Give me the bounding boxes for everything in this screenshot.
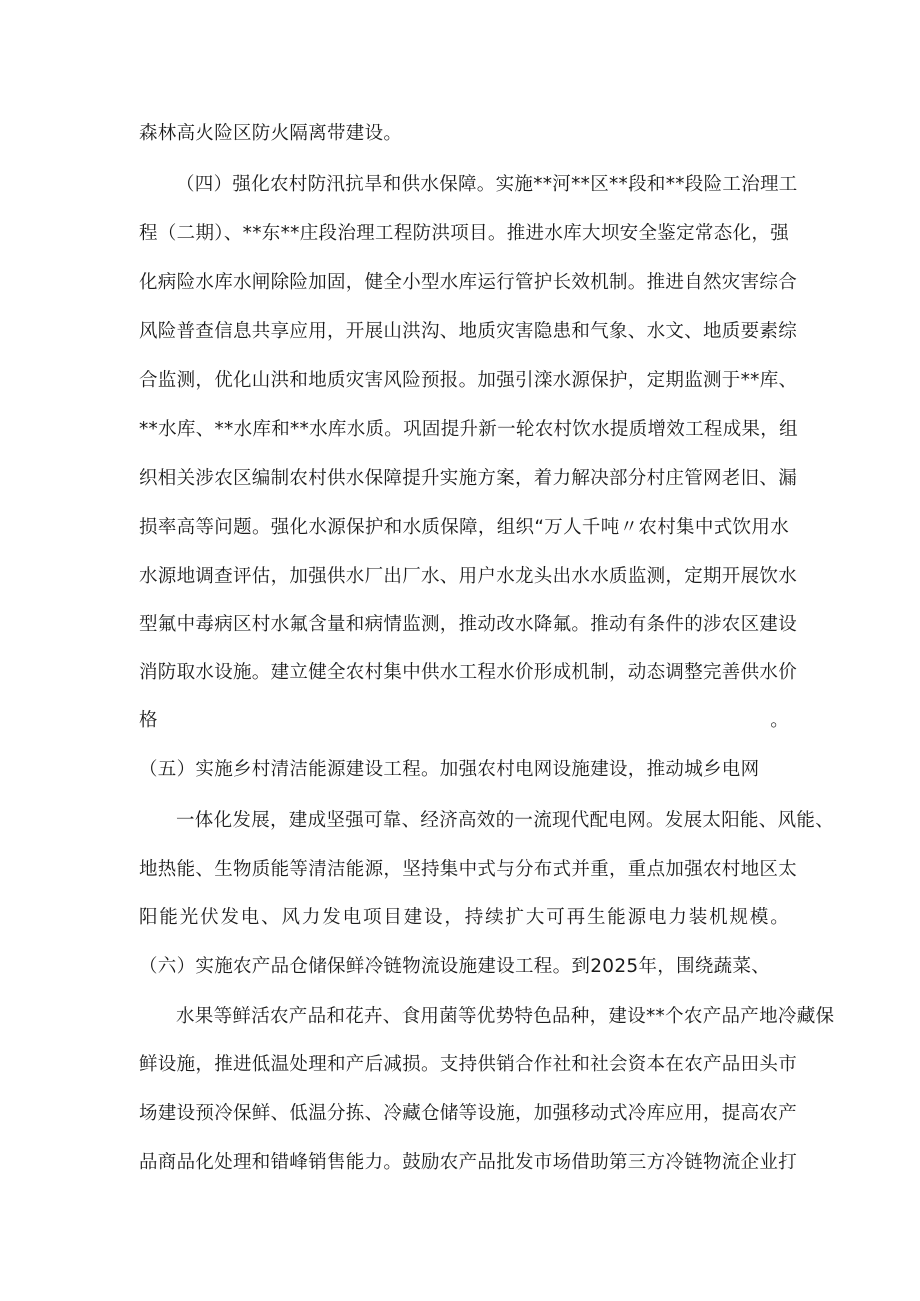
text-line [139,1245,789,1275]
text-line: 地热能、生物质能等清洁能源，坚持集中式与分布式并重，重点加强农村地区太 [139,859,798,880]
text-line: 型氟中毒病区村水氟含量和病情监测，推动改水降氟。推动有条件的涉农区建设 [139,614,798,635]
text-line: 水源地调查评估，加强供水厂出厂水、用户水龙头出水水质监测，定期开展饮水 [139,566,798,587]
text-line: 风险普查信息共享应用，开展山洪沟、地质灾害隐患和气象、水文、地质要素综 [139,321,798,342]
text-line: 程（二期）、**东**庄段治理工程防洪项目。推进水库大坝安全鉴定常态化，强 [139,223,789,244]
paragraph-5-heading-line: 一体化发展，建成坚强可靠、经济高效的一流现代配电网。发展太阳能、风能、 [176,810,835,831]
text-line: 织相关涉农区编制农村供水保障提升实施方案，着力解决部分村庄管网老旧、漏 [139,468,798,489]
paragraph-6-heading-line: 水果等鲜活农产品和花卉、食用菌等优势特色品种，建设**个农产品产地冷藏保 [176,1006,835,1027]
text-line: 鲜设施，推进低温处理和产后减损。支持供销合作社和社会资本在农产品田头市 [139,1054,798,1075]
text-line: （六）实施农产品仓储保鲜冷链物流设施建设工程。到2025年，围绕蔬菜、 [139,956,771,977]
text-line: 阳能光伏发电、风力发电项目建设，持续扩大可再生能源电力装机规模。 [139,907,789,928]
text-line: 品商品化处理和错峰销售能力。鼓励农产品批发市场借助第三方冷链物流企业打 [139,1152,798,1173]
text-line: 格。 [139,710,789,731]
text-line: 化病险水库水闸除险加固，健全小型水库运行管护长效机制。推进自然灾害综合 [139,272,798,293]
text-line [139,1196,789,1226]
text-line: 消防取水设施。建立健全农村集中供水工程水价形成机制，动态调整完善供水价 [139,662,798,683]
paragraph-4-heading-line: （四）强化农村防汛抗旱和供水保障。实施**河**区**段和**段险工治理工 [176,174,798,195]
text-line: 损率高等问题。强化水源保护和水质保障，组织“万人千吨〃农村集中式饮用水 [139,517,789,538]
text-line: 森林高火险区防火隔离带建设。 [139,123,403,144]
text-line: 场建设预冷保鲜、低温分拣、冷藏仓储等设施，加强移动式冷库应用，提高农产 [139,1103,798,1124]
text-line: **水库、**水库和**水库水质。巩固提升新一轮农村饮水提质增效工程成果，组 [139,419,798,440]
text-line: 合监测，优化山洪和地质灾害风险预报。加强引滦水源保护，定期监测于**库、 [139,370,798,391]
text-line: （五）实施乡村清洁能源建设工程。加强农村电网设施建设，推动城乡电网 [139,759,760,780]
